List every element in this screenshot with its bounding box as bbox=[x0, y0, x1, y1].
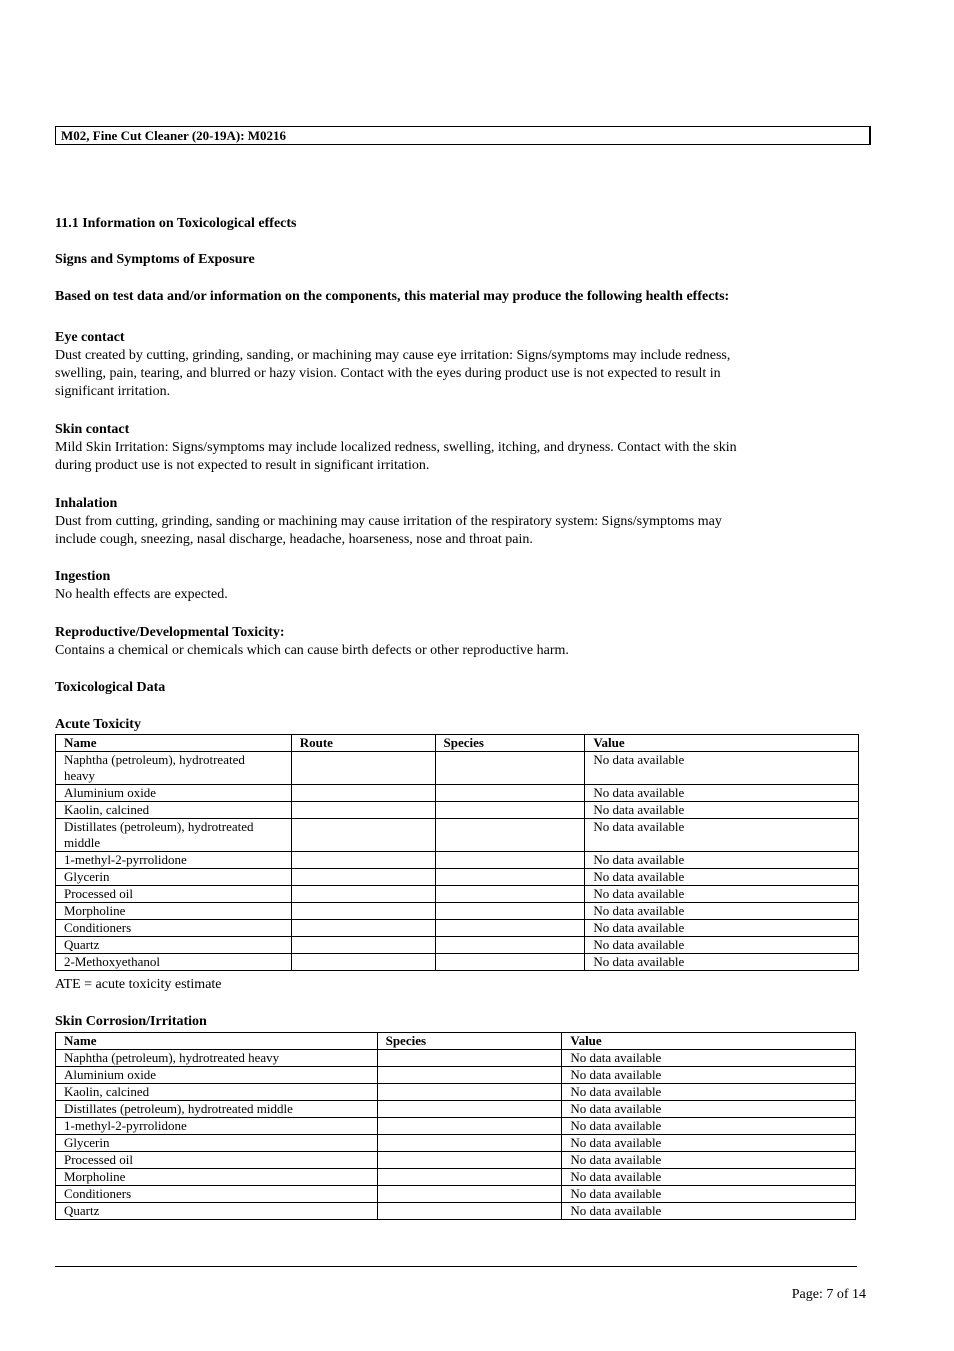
acute-toxicity-table bbox=[55, 734, 859, 971]
table-cell bbox=[435, 852, 585, 869]
eye-contact-line: Dust created by cutting, grinding, sanding, or machining may cause eye irritation: Signs/symptoms may include redness, bbox=[55, 348, 731, 363]
table-cell: Processed oil bbox=[56, 1152, 378, 1169]
eye-contact-block bbox=[55, 329, 855, 401]
document-header-title: M02, Fine Cut Cleaner (20-19A): M0216 bbox=[55, 126, 871, 145]
ingestion-block bbox=[55, 568, 855, 604]
table-row bbox=[56, 1135, 856, 1152]
table-cell bbox=[435, 802, 585, 819]
table-cell bbox=[377, 1152, 562, 1169]
skin-contact-title: Skin contact bbox=[55, 422, 130, 437]
column-header-species: Species bbox=[435, 735, 585, 752]
table-cell: No data available bbox=[562, 1050, 856, 1067]
table-header-row bbox=[56, 735, 859, 752]
table-row bbox=[56, 785, 859, 802]
table-cell: Conditioners bbox=[56, 920, 292, 937]
table-cell: No data available bbox=[562, 1203, 856, 1220]
ingestion-line: No health effects are expected. bbox=[55, 587, 228, 602]
table-cell: No data available bbox=[585, 903, 859, 920]
table-cell: No data available bbox=[562, 1169, 856, 1186]
table-row bbox=[56, 1101, 856, 1118]
ingestion-title: Ingestion bbox=[55, 569, 111, 584]
table-cell: 1-methyl-2-pyrrolidone bbox=[56, 852, 292, 869]
table-cell: Quartz bbox=[56, 1203, 378, 1220]
table-row bbox=[56, 1152, 856, 1169]
reproductive-line: Contains a chemical or chemicals which can cause birth defects or other reproductive harm. bbox=[55, 643, 569, 658]
table-cell bbox=[291, 819, 435, 852]
table-cell bbox=[291, 954, 435, 971]
table-cell: No data available bbox=[562, 1101, 856, 1118]
table-row bbox=[56, 1186, 856, 1203]
table-cell: No data available bbox=[585, 869, 859, 886]
table-cell bbox=[291, 752, 435, 785]
table-cell bbox=[377, 1186, 562, 1203]
table-row bbox=[56, 819, 859, 852]
table-row bbox=[56, 937, 859, 954]
footer-divider bbox=[55, 1266, 857, 1267]
table-cell: No data available bbox=[562, 1084, 856, 1101]
inhalation-block bbox=[55, 495, 855, 549]
table-cell bbox=[291, 886, 435, 903]
table-cell bbox=[291, 802, 435, 819]
skin-contact-block bbox=[55, 421, 855, 475]
table-cell bbox=[435, 954, 585, 971]
table-row bbox=[56, 752, 859, 785]
table-cell: No data available bbox=[562, 1152, 856, 1169]
skin-corrosion-table bbox=[55, 1032, 856, 1220]
table-cell: Processed oil bbox=[56, 886, 292, 903]
table-cell bbox=[291, 785, 435, 802]
table-cell bbox=[435, 785, 585, 802]
table-cell: Morpholine bbox=[56, 903, 292, 920]
page-number: Page: 7 of 14 bbox=[791, 1287, 866, 1302]
table-row bbox=[56, 1118, 856, 1135]
table-row bbox=[56, 1084, 856, 1101]
reproductive-block bbox=[55, 624, 855, 660]
table-cell: Distillates (petroleum), hydrotreated middle bbox=[56, 1101, 378, 1118]
table-cell bbox=[435, 903, 585, 920]
table-cell bbox=[291, 920, 435, 937]
eye-contact-line: swelling, pain, tearing, and blurred or hazy vision. Contact with the eyes during product use is not expected to result in bbox=[55, 366, 721, 381]
table-cell bbox=[377, 1050, 562, 1067]
column-header-route: Route bbox=[291, 735, 435, 752]
table-cell bbox=[291, 852, 435, 869]
table-cell: No data available bbox=[562, 1067, 856, 1084]
section-heading: 11.1 Information on Toxicological effects bbox=[55, 216, 297, 231]
table-cell: 1-methyl-2-pyrrolidone bbox=[56, 1118, 378, 1135]
table-cell bbox=[435, 886, 585, 903]
table-row bbox=[56, 1169, 856, 1186]
table-cell bbox=[377, 1084, 562, 1101]
eye-contact-line: significant irritation. bbox=[55, 384, 171, 399]
table-cell bbox=[377, 1135, 562, 1152]
table-cell: No data available bbox=[585, 886, 859, 903]
table-cell: No data available bbox=[585, 752, 859, 785]
table-cell bbox=[435, 752, 585, 785]
table-cell: Glycerin bbox=[56, 869, 292, 886]
table-row bbox=[56, 954, 859, 971]
table-cell: Morpholine bbox=[56, 1169, 378, 1186]
table-cell: No data available bbox=[562, 1135, 856, 1152]
table-cell: 2-Methoxyethanol bbox=[56, 954, 292, 971]
table-cell bbox=[377, 1118, 562, 1135]
toxicological-data-heading: Toxicological Data bbox=[55, 680, 166, 695]
skin-corrosion-title: Skin Corrosion/Irritation bbox=[55, 1014, 207, 1029]
inhalation-line: include cough, sneezing, nasal discharge, headache, hoarseness, nose and throat pain. bbox=[55, 532, 533, 547]
table-row bbox=[56, 886, 859, 903]
eye-contact-title: Eye contact bbox=[55, 330, 125, 345]
skin-contact-line: Mild Skin Irritation: Signs/symptoms may include localized redness, swelling, itching, and dryness. Contact with the skin bbox=[55, 440, 737, 455]
table-row bbox=[56, 852, 859, 869]
skin-contact-line: during product use is not expected to result in significant irritation. bbox=[55, 458, 430, 473]
table-cell: No data available bbox=[585, 785, 859, 802]
table-cell bbox=[377, 1101, 562, 1118]
table-cell: Distillates (petroleum), hydrotreated middle bbox=[56, 819, 292, 852]
table-cell: Quartz bbox=[56, 937, 292, 954]
table-cell: No data available bbox=[562, 1118, 856, 1135]
table-cell: Naphtha (petroleum), hydrotreated heavy bbox=[56, 1050, 378, 1067]
table-cell bbox=[291, 869, 435, 886]
column-header-species: Species bbox=[377, 1033, 562, 1050]
table-row bbox=[56, 802, 859, 819]
table-cell: No data available bbox=[585, 954, 859, 971]
table-row bbox=[56, 1203, 856, 1220]
table-cell bbox=[377, 1067, 562, 1084]
table-cell bbox=[377, 1203, 562, 1220]
table-row bbox=[56, 1067, 856, 1084]
column-header-value: Value bbox=[585, 735, 859, 752]
table-cell: No data available bbox=[585, 819, 859, 852]
table-cell bbox=[435, 869, 585, 886]
table-cell: Glycerin bbox=[56, 1135, 378, 1152]
inhalation-line: Dust from cutting, grinding, sanding or machining may cause irritation of the respiratory system: Signs/symptoms may bbox=[55, 514, 722, 529]
table-row bbox=[56, 920, 859, 937]
column-header-name: Name bbox=[56, 735, 292, 752]
table-cell bbox=[377, 1169, 562, 1186]
table-cell bbox=[435, 920, 585, 937]
table-row bbox=[56, 869, 859, 886]
table-cell: No data available bbox=[585, 920, 859, 937]
table-cell: No data available bbox=[585, 802, 859, 819]
signs-heading: Signs and Symptoms of Exposure bbox=[55, 252, 255, 267]
table-cell: Kaolin, calcined bbox=[56, 1084, 378, 1101]
table-row bbox=[56, 1050, 856, 1067]
acute-toxicity-title: Acute Toxicity bbox=[55, 717, 141, 732]
table-cell: Conditioners bbox=[56, 1186, 378, 1203]
table-cell: Kaolin, calcined bbox=[56, 802, 292, 819]
table-cell bbox=[435, 819, 585, 852]
table-cell: Naphtha (petroleum), hydrotreated heavy bbox=[56, 752, 292, 785]
ate-note: ATE = acute toxicity estimate bbox=[55, 977, 222, 992]
table-cell bbox=[435, 937, 585, 954]
inhalation-title: Inhalation bbox=[55, 496, 118, 511]
reproductive-title: Reproductive/Developmental Toxicity: bbox=[55, 625, 285, 640]
table-cell: Aluminium oxide bbox=[56, 785, 292, 802]
table-cell: No data available bbox=[585, 852, 859, 869]
column-header-name: Name bbox=[56, 1033, 378, 1050]
table-row bbox=[56, 903, 859, 920]
table-cell bbox=[291, 937, 435, 954]
table-cell: No data available bbox=[585, 937, 859, 954]
table-cell: Aluminium oxide bbox=[56, 1067, 378, 1084]
table-cell bbox=[291, 903, 435, 920]
table-header-row bbox=[56, 1033, 856, 1050]
intro-text: Based on test data and/or information on the components, this material may produce the following health effects: bbox=[55, 289, 730, 304]
column-header-value: Value bbox=[562, 1033, 856, 1050]
table-cell: No data available bbox=[562, 1186, 856, 1203]
